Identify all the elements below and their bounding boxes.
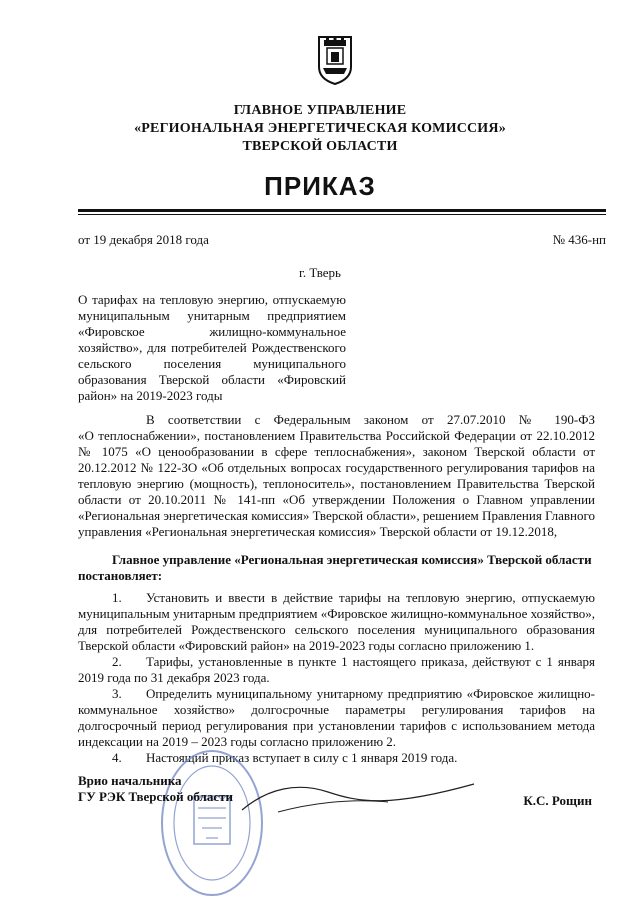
item-number: 1. — [112, 590, 122, 605]
item-line: муниципальным унитарным предприятием «Фировское жилищно-коммунальное хозяйство», — [78, 606, 595, 621]
subject-line: «Фировское жилищно-коммунальное — [78, 324, 346, 339]
item-line: индексации на 2019 – 2023 годы согласно приложению 2. — [78, 734, 397, 749]
document-title: ПРИКАЗ — [264, 171, 376, 201]
preamble-line: управления «Региональная энергетическая комиссия» Тверской области от 19.12.2018, — [78, 524, 558, 539]
preamble-line: «Региональная энергетическая комиссия» Тверской области», решением Правления Главного — [78, 508, 595, 523]
item-line: Установить и ввести в действие тарифы на тепловую энергию, отпускаемую — [146, 590, 595, 605]
subject-line: образования Тверской области «Фировский — [78, 372, 346, 387]
item-line: Тверской области «Фировский район» на 2019-2023 годы согласно приложению 1. — [78, 638, 535, 653]
subject-line: О тарифах на тепловую энергию, отпускаемую — [78, 292, 346, 307]
item-number: 2. — [112, 654, 122, 669]
resolution-line: Главное управление «Региональная энергетическая комиссия» Тверской области — [112, 552, 592, 567]
subject-line: район» на 2019-2023 годы — [78, 388, 223, 403]
preamble-line: № 1075 «О ценообразовании в сфере теплоснабжения», законом Тверской области от — [78, 444, 595, 459]
subject-line: муниципальным унитарным предприятием — [78, 308, 346, 323]
official-seal-stamp — [158, 748, 266, 898]
item-number: 3. — [112, 686, 122, 701]
preamble-line: «О теплоснабжении», постановлением Правительства Российской Федерации от 22.10.2012 — [78, 428, 595, 443]
coat-of-arms-icon — [316, 34, 354, 86]
signatory-position-line-1: Врио начальника — [78, 773, 182, 788]
preamble-line: области от 20.10.2011 № 141-пп «Об утверждении Положения о Главном управлении — [78, 492, 595, 507]
header-line-1: ГЛАВНОЕ УПРАВЛЕНИЕ — [233, 103, 407, 118]
order-city: г. Тверь — [299, 265, 341, 280]
item-line: для потребителей Рождественского сельского поселения муниципального образования — [78, 622, 595, 637]
item-line: Тарифы, установленные в пункте 1 настоящего приказа, действуют с 1 января — [146, 654, 595, 669]
header-line-2: «РЕГИОНАЛЬНАЯ ЭНЕРГЕТИЧЕСКАЯ КОМИССИЯ» — [134, 121, 506, 136]
title-rule-thick — [78, 209, 606, 212]
handwritten-signature — [238, 778, 478, 822]
subject-line: сельского поселения муниципального — [78, 356, 346, 371]
item-line: долгосрочный период регулирования при установлении тарифов с использованием метода — [78, 718, 595, 733]
item-line: 2019 года по 31 декабря 2023 года. — [78, 670, 270, 685]
item-line: Настоящий приказ вступает в силу с 1 января 2019 года. — [146, 750, 458, 765]
item-line: коммунальное хозяйство» долгосрочные параметры регулирования тарифов на — [78, 702, 595, 717]
subject-line: хозяйство», для потребителей Рождественского — [78, 340, 346, 355]
signatory-name: К.С. Рощин — [523, 793, 592, 808]
title-rule-thin — [78, 214, 606, 215]
order-number: № 436-нп — [552, 232, 606, 247]
preamble-line: 20.12.2012 № 122-ЗО «Об отдельных вопросах государственного регулирования тарифов на — [78, 460, 595, 475]
signatory-position-line-2: ГУ РЭК Тверской области — [78, 789, 233, 804]
order-date: от 19 декабря 2018 года — [78, 232, 209, 247]
item-line: Определить муниципальному унитарному предприятию «Фировское жилищно- — [146, 686, 595, 701]
preamble-line: тепловую энергию (мощность), теплоноситель», постановлением Правительства Тверской — [78, 476, 595, 491]
resolution-line: постановляет: — [78, 568, 163, 583]
header-line-3: ТВЕРСКОЙ ОБЛАСТИ — [242, 139, 398, 154]
item-number: 4. — [112, 750, 122, 765]
preamble-line: В соответствии с Федеральным законом от 27.07.2010 № 190-ФЗ — [146, 412, 595, 427]
